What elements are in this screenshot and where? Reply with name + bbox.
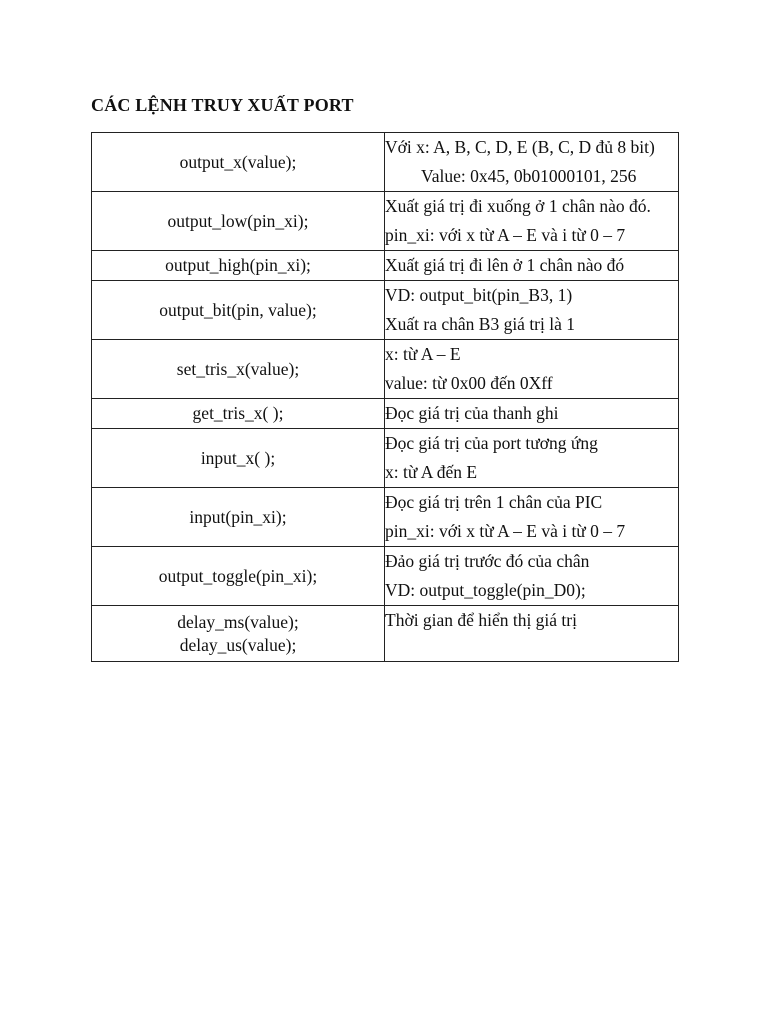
- description-text: Đọc giá trị của thanh ghi: [385, 403, 559, 423]
- command-text: output_toggle(pin_xi);: [158, 565, 318, 586]
- command-text: input_x( );: [200, 447, 276, 468]
- description-cell: [385, 340, 679, 399]
- command-cell: [92, 429, 385, 488]
- table-row: [92, 251, 679, 281]
- description-text: Xuất ra chân B3 giá trị là 1: [385, 314, 576, 334]
- command-cell: [92, 399, 385, 429]
- description-text: Đảo giá trị trước đó của chân: [385, 551, 590, 571]
- command-text: output_high(pin_xi);: [165, 255, 311, 275]
- description-text: pin_xi: với x từ A – E và i từ 0 – 7: [385, 521, 626, 541]
- description-text: Xuất giá trị đi xuống ở 1 chân nào đó.: [385, 196, 651, 216]
- command-cell: [92, 340, 385, 399]
- command-text: get_tris_x( );: [192, 403, 284, 423]
- command-text: output_low(pin_xi);: [167, 210, 309, 231]
- table-row: [92, 547, 679, 606]
- table-row: [92, 192, 679, 251]
- description-cell: [385, 606, 679, 662]
- command-table: [91, 132, 679, 662]
- description-text: VD: output_bit(pin_B3, 1): [385, 285, 573, 305]
- command-cell: [92, 251, 385, 281]
- description-cell: [385, 133, 679, 192]
- command-cell: [92, 547, 385, 606]
- table-row: [92, 606, 679, 662]
- command-cell: [92, 192, 385, 251]
- description-cell: [385, 399, 679, 429]
- command-cell: [92, 488, 385, 547]
- command-text: output_bit(pin, value);: [159, 299, 317, 320]
- description-cell: [385, 251, 679, 281]
- command-text: output_x(value);: [179, 151, 297, 172]
- table-row: [92, 429, 679, 488]
- command-cell: [92, 281, 385, 340]
- description-text: value: từ 0x00 đến 0Xff: [385, 373, 553, 393]
- description-text: Thời gian để hiển thị giá trị: [385, 610, 577, 630]
- description-cell: [385, 547, 679, 606]
- command-cell: [92, 133, 385, 192]
- description-cell: [385, 192, 679, 251]
- page-title: CÁC LỆNH TRUY XUẤT PORT: [91, 95, 354, 115]
- description-text: Đọc giá trị của port tương ứng: [385, 433, 598, 453]
- description-text: Value: 0x45, 0b01000101, 256: [421, 166, 637, 186]
- command-cell: [92, 606, 385, 662]
- description-cell: [385, 429, 679, 488]
- command-text: input(pin_xi);: [189, 506, 287, 527]
- description-text: VD: output_toggle(pin_D0);: [385, 580, 586, 600]
- table-row: [92, 281, 679, 340]
- description-text: Đọc giá trị trên 1 chân của PIC: [385, 492, 603, 512]
- description-text: Với x: A, B, C, D, E (B, C, D đủ 8 bit): [385, 137, 655, 157]
- description-text: pin_xi: với x từ A – E và i từ 0 – 7: [385, 225, 626, 245]
- command-text: delay_ms(value);: [177, 611, 299, 632]
- command-text: delay_us(value);: [179, 634, 297, 655]
- table-row: [92, 133, 679, 192]
- description-text: Xuất giá trị đi lên ở 1 chân nào đó: [385, 255, 625, 275]
- command-text: set_tris_x(value);: [176, 358, 300, 379]
- description-text: x: từ A đến E: [385, 462, 478, 482]
- description-cell: [385, 281, 679, 340]
- table-row: [92, 340, 679, 399]
- table-row: [92, 488, 679, 547]
- table-row: [92, 399, 679, 429]
- description-cell: [385, 488, 679, 547]
- description-text: x: từ A – E: [385, 344, 461, 364]
